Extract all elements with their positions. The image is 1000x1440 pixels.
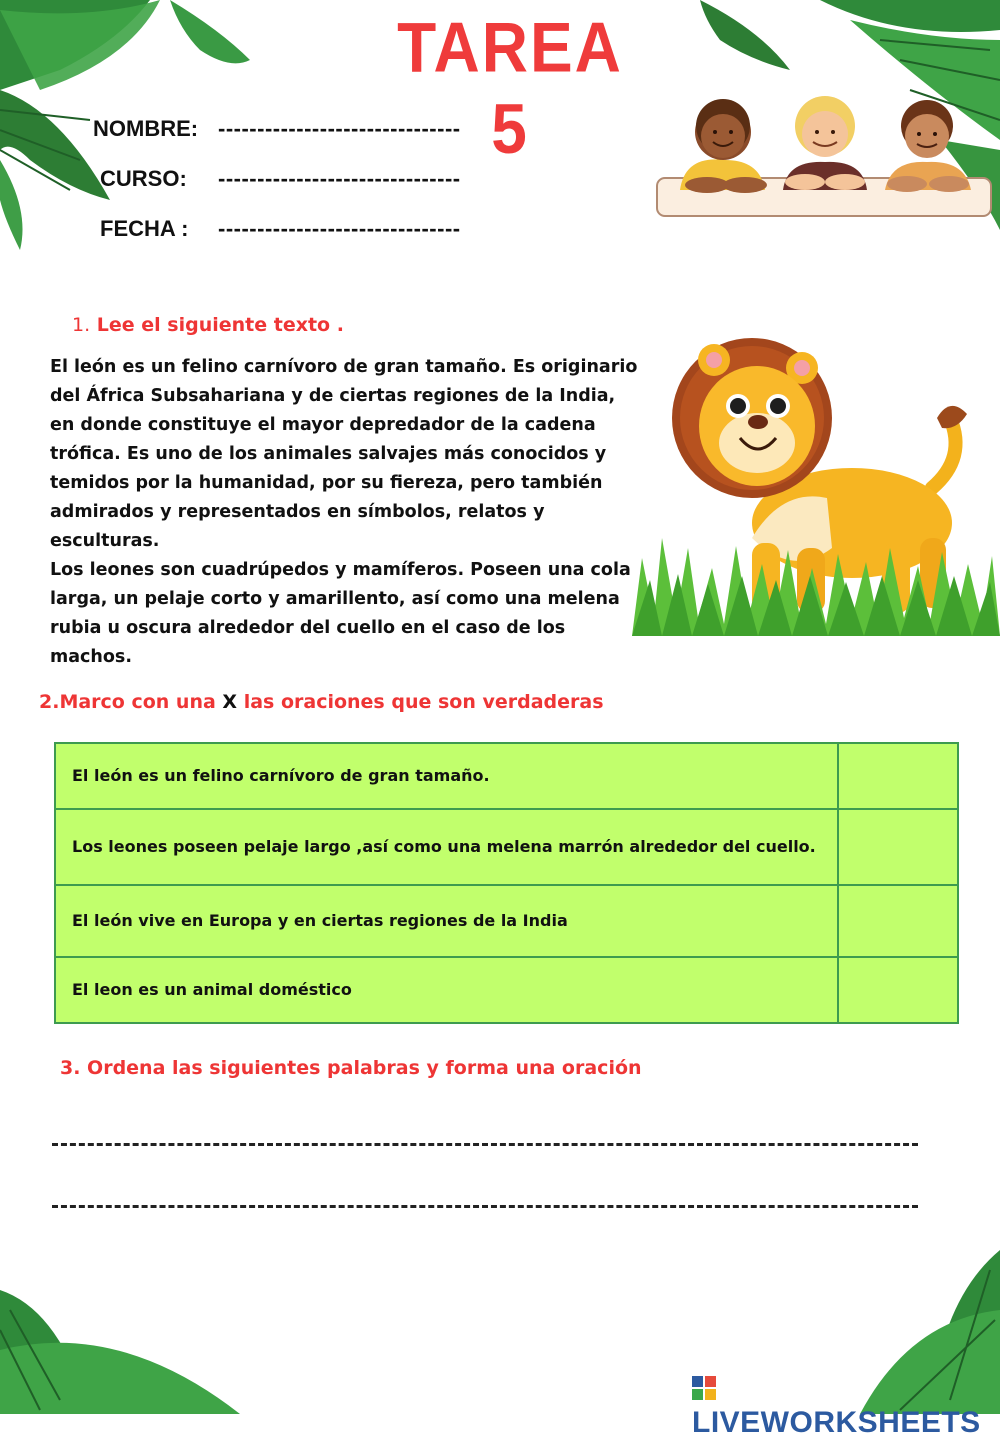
answer-line[interactable] (52, 1205, 918, 1208)
true-false-table (54, 742, 959, 1024)
name-field[interactable]: ------------------------------- (218, 116, 461, 141)
answer-checkbox[interactable] (838, 957, 958, 1023)
answer-line[interactable] (52, 1143, 918, 1146)
jungle-leaves-bottom-left (0, 1250, 240, 1414)
statement-cell: Los leones poseen pelaje largo ,así como una melena marrón alrededor del cuello. (55, 809, 838, 885)
liveworksheets-logo (692, 1372, 1000, 1440)
reading-paragraph: Los leones son cuadrúpedos y mamíferos. Poseen una cola larga, un pelaje corto y amarillento, así como una melena rubia u oscura alrededor del cuello en el caso de los machos. (50, 560, 631, 667)
statement-cell: El león es un felino carnívoro de gran tamaño. (55, 743, 838, 809)
table-row (55, 809, 958, 885)
statement-cell: El leon es un animal doméstico (55, 957, 838, 1023)
page-title: TAREA 5 (397, 7, 623, 169)
table-row (55, 885, 958, 957)
children-illustration (655, 90, 995, 220)
section-1-number: 1. (72, 314, 91, 336)
answer-checkbox[interactable] (838, 809, 958, 885)
name-label: NOMBRE: (93, 116, 199, 141)
course-field[interactable]: ------------------------------- (218, 166, 461, 191)
brand-text: LIVEWORKSHEETS (692, 1406, 981, 1439)
table-row (55, 957, 958, 1023)
section-3-title: 3. Ordena las siguientes palabras y forma una oración (60, 1057, 642, 1079)
reading-paragraph: El león es un felino carnívoro de gran tamaño. Es originario del África Subsahariana y de ciertas regiones de la India, en donde constituye el mayor depredador de la cadena trófica. Es uno de los animales salvajes más conocidos y temidos por la humanidad, por su fiereza, pero también admirados y representados en símbolos, relatos y esculturas. (50, 357, 638, 551)
section-2-title (39, 691, 604, 713)
liveworksheets-logo-icon (692, 1376, 716, 1400)
course-label: CURSO: (100, 166, 187, 191)
section-2-mark-x: X (222, 691, 238, 713)
date-field[interactable]: ------------------------------- (218, 216, 461, 241)
answer-checkbox[interactable] (838, 885, 958, 957)
reading-text (50, 353, 640, 672)
section-2-heading-part1: 2.Marco con una (39, 691, 223, 713)
date-label: FECHA : (100, 216, 189, 241)
section-2-heading-part2: las oraciones que son verdaderas (237, 691, 604, 713)
section-1-heading: Lee el siguiente texto . (96, 314, 344, 336)
lion-illustration (632, 318, 1000, 636)
answer-checkbox[interactable] (838, 743, 958, 809)
section-1-title (72, 314, 344, 336)
statement-cell: El león vive en Europa y en ciertas regiones de la India (55, 885, 838, 957)
table-row (55, 743, 958, 809)
